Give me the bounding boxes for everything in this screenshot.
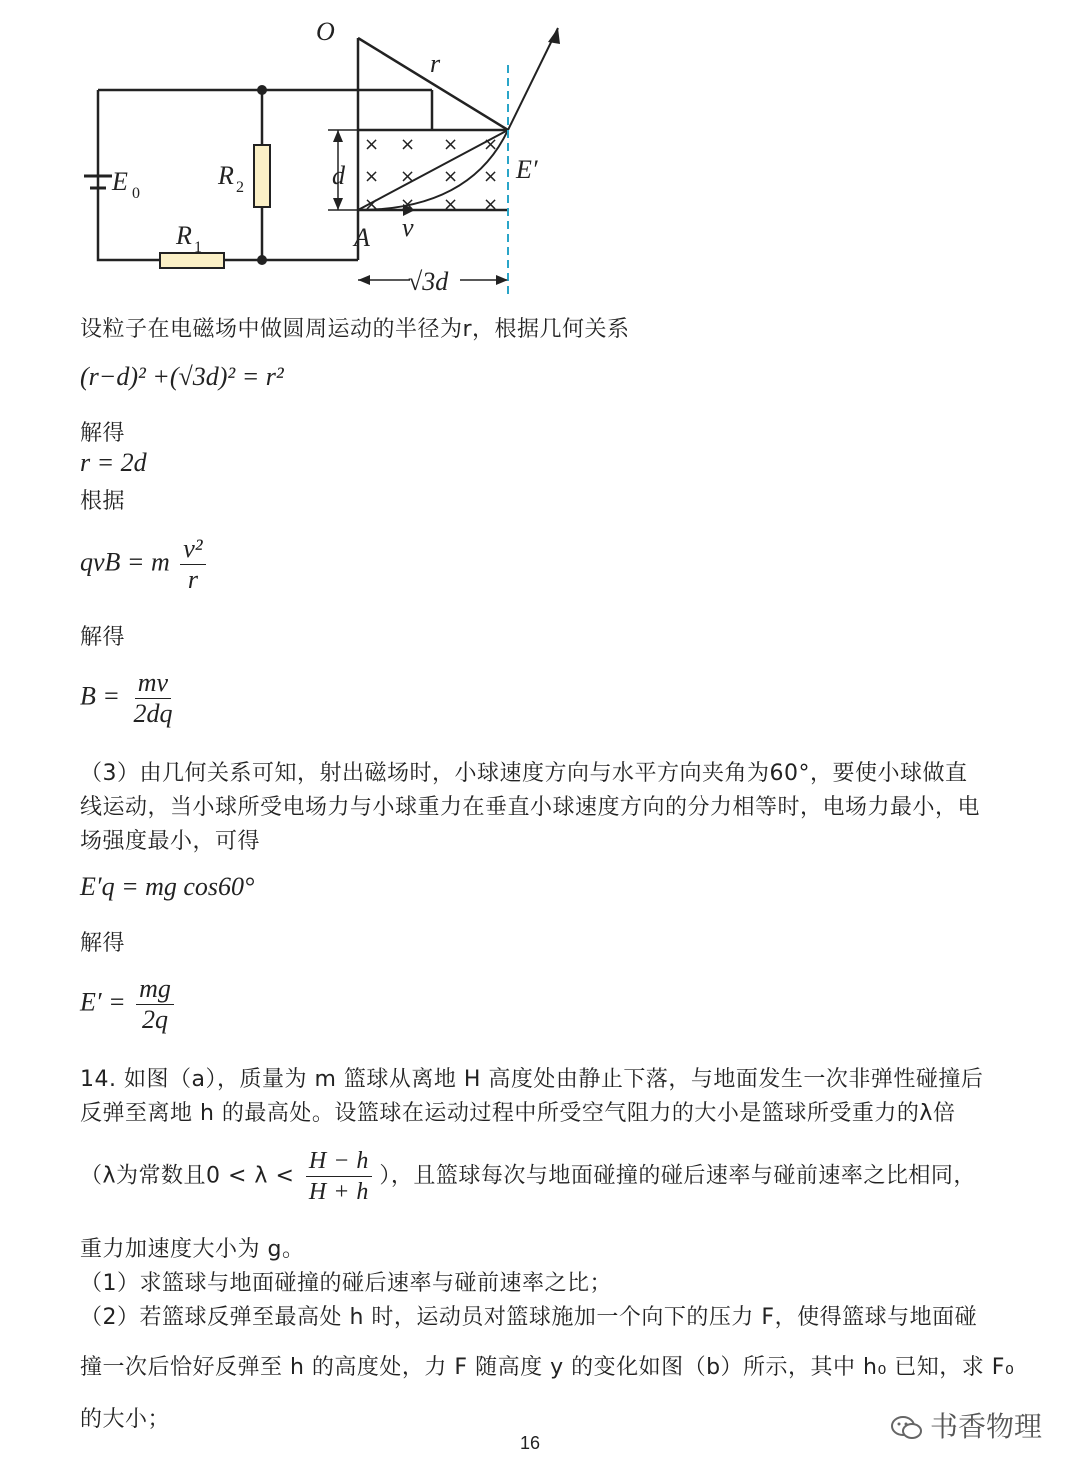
watermark-text: 书香物理 xyxy=(930,1410,1043,1443)
svg-text:×: × xyxy=(400,166,416,187)
svg-text:×: × xyxy=(364,194,380,215)
question14-part2-line2: 撞一次后恰好反弹至 h 的高度处，力 F 随高度 y 的变化如图（b）所示，其中 h₀ 已知，求 F₀ xyxy=(80,1355,1015,1380)
wechat-icon xyxy=(890,1414,924,1442)
question14-part2-line3: 的大小； xyxy=(80,1407,171,1432)
label-E0: E xyxy=(112,167,128,196)
eq4-num: mv xyxy=(135,668,171,699)
q14-den: H + h xyxy=(308,1179,369,1205)
eq3-left: qvB = m xyxy=(80,547,170,577)
label-solve-3: 解得 xyxy=(80,931,126,956)
svg-text:×: × xyxy=(400,194,416,215)
svg-text:×: × xyxy=(443,134,459,155)
question14-part1: （1）求篮球与地面碰撞的碰后速率与碰前速率之比； xyxy=(80,1271,612,1296)
eq3-num: v² xyxy=(180,534,205,565)
svg-text:×: × xyxy=(443,166,459,187)
q14-fraction xyxy=(306,1146,372,1207)
label-solve-2: 解得 xyxy=(80,625,126,650)
q14-line3-b: ），且篮球每次与地面碰撞的碰后速率与碰前速率之比相同， xyxy=(379,1163,976,1189)
q14-line3-a: （λ为常数且0 < λ < xyxy=(80,1163,295,1189)
label-O: O xyxy=(316,17,335,46)
question14-line3 xyxy=(80,1146,976,1207)
svg-text:×: × xyxy=(483,166,499,187)
label-A: A xyxy=(354,223,370,252)
question14-line2: 反弹至离地 h 的最高处。设篮球在运动过程中所受空气阻力的大小是篮球所受重力的λ倍 xyxy=(80,1101,956,1126)
equation-radius: r = 2d xyxy=(80,448,147,477)
watermark xyxy=(890,1405,1042,1445)
question14-line4: 重力加速度大小为 g。 xyxy=(80,1237,305,1262)
label-v: v xyxy=(402,213,414,242)
svg-text:×: × xyxy=(483,194,499,215)
label-R2-sub: 2 xyxy=(236,179,244,196)
eq6-fraction xyxy=(136,974,174,1035)
label-d: d xyxy=(332,161,345,190)
eq4-den: 2dq xyxy=(133,699,173,728)
eq6-den: 2q xyxy=(142,1005,169,1034)
paragraph-part3-line1: （3）由几何关系可知，射出磁场时，小球速度方向与水平方向夹角为60°，要使小球做直 xyxy=(80,761,968,786)
equation-B xyxy=(80,668,175,729)
page-number: 16 xyxy=(520,1433,541,1453)
eq6-left: E′ = xyxy=(80,987,126,1017)
paragraph-part3-line2: 线运动，当小球所受电场力与小球重力在垂直小球速度方向的分力相等时，电场力最小，电 xyxy=(80,795,981,820)
eq3-den: r xyxy=(187,565,198,594)
label-solve-1: 解得 xyxy=(80,421,126,446)
svg-text:×: × xyxy=(483,134,499,155)
label-r: r xyxy=(430,49,441,78)
label-according: 根据 xyxy=(80,489,126,514)
label-Eprime: E′ xyxy=(516,155,538,184)
eq3-fraction xyxy=(180,534,205,595)
equation-geometry: (r−d)² +(√3d)² = r² xyxy=(80,362,284,391)
eq6-num: mg xyxy=(136,974,174,1005)
svg-text:×: × xyxy=(364,134,380,155)
paragraph-part3-line3: 场强度最小，可得 xyxy=(80,829,261,854)
label-width: √3d xyxy=(408,267,449,296)
label-E0-sub: 0 xyxy=(132,185,140,202)
svg-text:×: × xyxy=(400,134,416,155)
label-R1-sub: 1 xyxy=(194,239,202,256)
equation-field: E′q = mg cos60° xyxy=(80,872,255,901)
physics-diagram xyxy=(70,10,590,300)
svg-text:×: × xyxy=(443,194,459,215)
question14-line1: 14. 如图（a），质量为 m 篮球从离地 H 高度处由静止下落，与地面发生一次非弹性碰撞后 xyxy=(80,1067,984,1092)
paragraph-radius: 设粒子在电磁场中做圆周运动的半径为r，根据几何关系 xyxy=(80,317,630,342)
question14-part2-line1: （2）若篮球反弹至最高处 h 时，运动员对篮球施加一个向下的压力 F，使得篮球与地面碰 xyxy=(80,1305,978,1330)
label-R1: R xyxy=(176,221,192,250)
label-R2: R xyxy=(218,161,234,190)
q14-num: H − h xyxy=(306,1146,372,1177)
eq4-left: B = xyxy=(80,681,120,711)
equation-Eprime xyxy=(80,974,174,1035)
eq4-fraction xyxy=(130,668,175,729)
svg-text:×: × xyxy=(364,166,380,187)
equation-lorentz xyxy=(80,534,206,595)
